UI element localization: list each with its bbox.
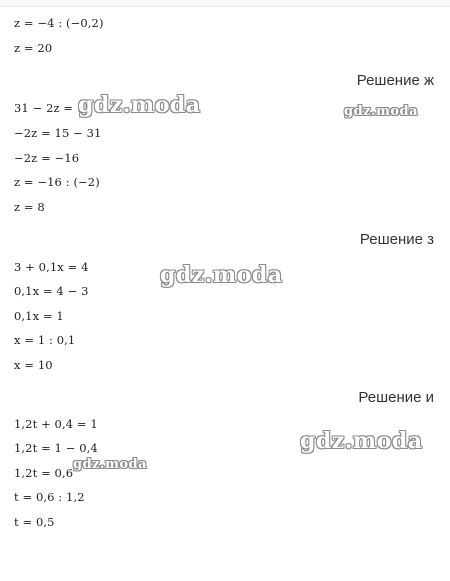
equation-line: t = 0,5 [14,515,55,529]
watermark-logo: gdz.moda [73,457,148,472]
equation-line: 31 − 2z = 15 [14,101,92,115]
equation-line: 1,2t = 0,6 [14,466,74,480]
equation-line: 1,2t + 0,4 = 1 [14,417,98,431]
equation-line: 0,1x = 1 [14,309,64,323]
equation-line: x = 10 [14,358,53,372]
equation-line: −2z = 15 − 31 [14,126,102,140]
equation-line: 3 + 0,1x = 4 [14,260,89,274]
equation-line: −2z = −16 [14,151,80,165]
top-divider [0,0,450,7]
watermark-logo: gdz.moda [160,262,283,288]
equation-line: z = −16 : (−2) [14,175,100,189]
equation-line: z = −4 : (−0,2) [14,16,104,30]
equation-line: 0,1x = 4 − 3 [14,284,89,298]
solution-heading-zh: Решение ж [356,72,434,89]
equation-line: x = 1 : 0,1 [14,333,76,347]
equation-line: z = 8 [14,200,45,214]
equation-line: 1,2t = 1 − 0,4 [14,441,98,455]
solution-heading-z: Решение з [359,231,434,248]
solution-heading-i: Решение и [358,389,434,406]
watermark-logo: gdz.moda [78,92,201,118]
equation-line: t = 0,6 : 1,2 [14,490,85,504]
watermark-logo: gdz.moda [344,104,419,119]
watermark-logo: gdz.moda [300,428,423,454]
equation-line: z = 20 [14,41,53,55]
